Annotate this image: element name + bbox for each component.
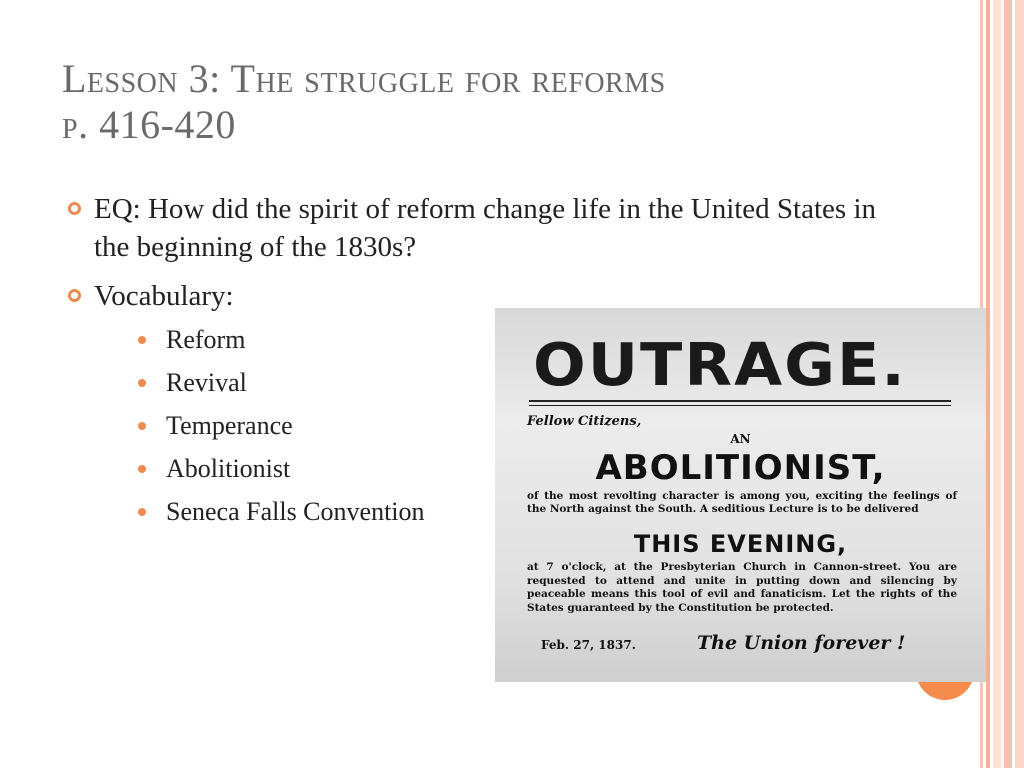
bullet-dot-icon <box>138 379 146 387</box>
poster-salutation: Fellow Citizens, <box>527 414 642 429</box>
decor-stripe <box>993 0 1001 768</box>
poster-paragraph: of the most revolting character is among you, exciting the feelings of the North against the South. A seditious Lecture is to be delivered <box>527 490 957 515</box>
vocabulary-item: Seneca Falls Convention <box>134 490 882 533</box>
decor-stripe <box>1015 0 1024 768</box>
bullet-dot-icon <box>138 336 146 344</box>
poster-article: AN <box>730 432 751 446</box>
slide-title-line1: Lesson 3: The struggle for reforms <box>62 56 666 101</box>
poster-motto: The Union forever ! <box>697 632 906 654</box>
bullet-eq-text: EQ: How did the spirit of reform change life in the United States in the beginning of the 1830s? <box>94 193 877 263</box>
poster-paragraph: at 7 o'clock, at the Presbyterian Church in Cannon-street. You are requested to attend and unite in putting down and silencing by peaceable means this tool of evil and fanaticism. Let the rights of the States guaranteed by the Constitution be protected. <box>527 561 957 614</box>
slide-title <box>62 56 942 148</box>
poster-headline: OUTRAGE. <box>533 329 907 400</box>
vocabulary-item: Reform <box>134 318 882 361</box>
poster-rule <box>529 400 951 402</box>
poster-when: THIS EVENING, <box>633 530 848 558</box>
bullet-dot-icon <box>138 465 146 473</box>
decor-stripe <box>986 0 990 768</box>
bullet-ring-icon <box>68 289 81 302</box>
bullet-vocabulary-text: Vocabulary: <box>94 280 234 312</box>
bullet-dot-icon <box>138 422 146 430</box>
decor-stripe <box>1004 0 1012 768</box>
vocabulary-item: Revival <box>134 361 882 404</box>
bullet-eq <box>62 190 882 266</box>
bullet-dot-icon <box>138 508 146 516</box>
slide-title-line2: p. 416-420 <box>62 102 236 147</box>
bullet-ring-icon <box>68 202 81 215</box>
broadside-image <box>495 308 986 682</box>
vocabulary-item: Temperance <box>134 404 882 447</box>
poster-subject: ABOLITIONIST, <box>595 448 886 488</box>
vocabulary-item: Abolitionist <box>134 447 882 490</box>
poster-rule <box>529 405 951 406</box>
poster-date: Feb. 27, 1837. <box>541 638 636 652</box>
